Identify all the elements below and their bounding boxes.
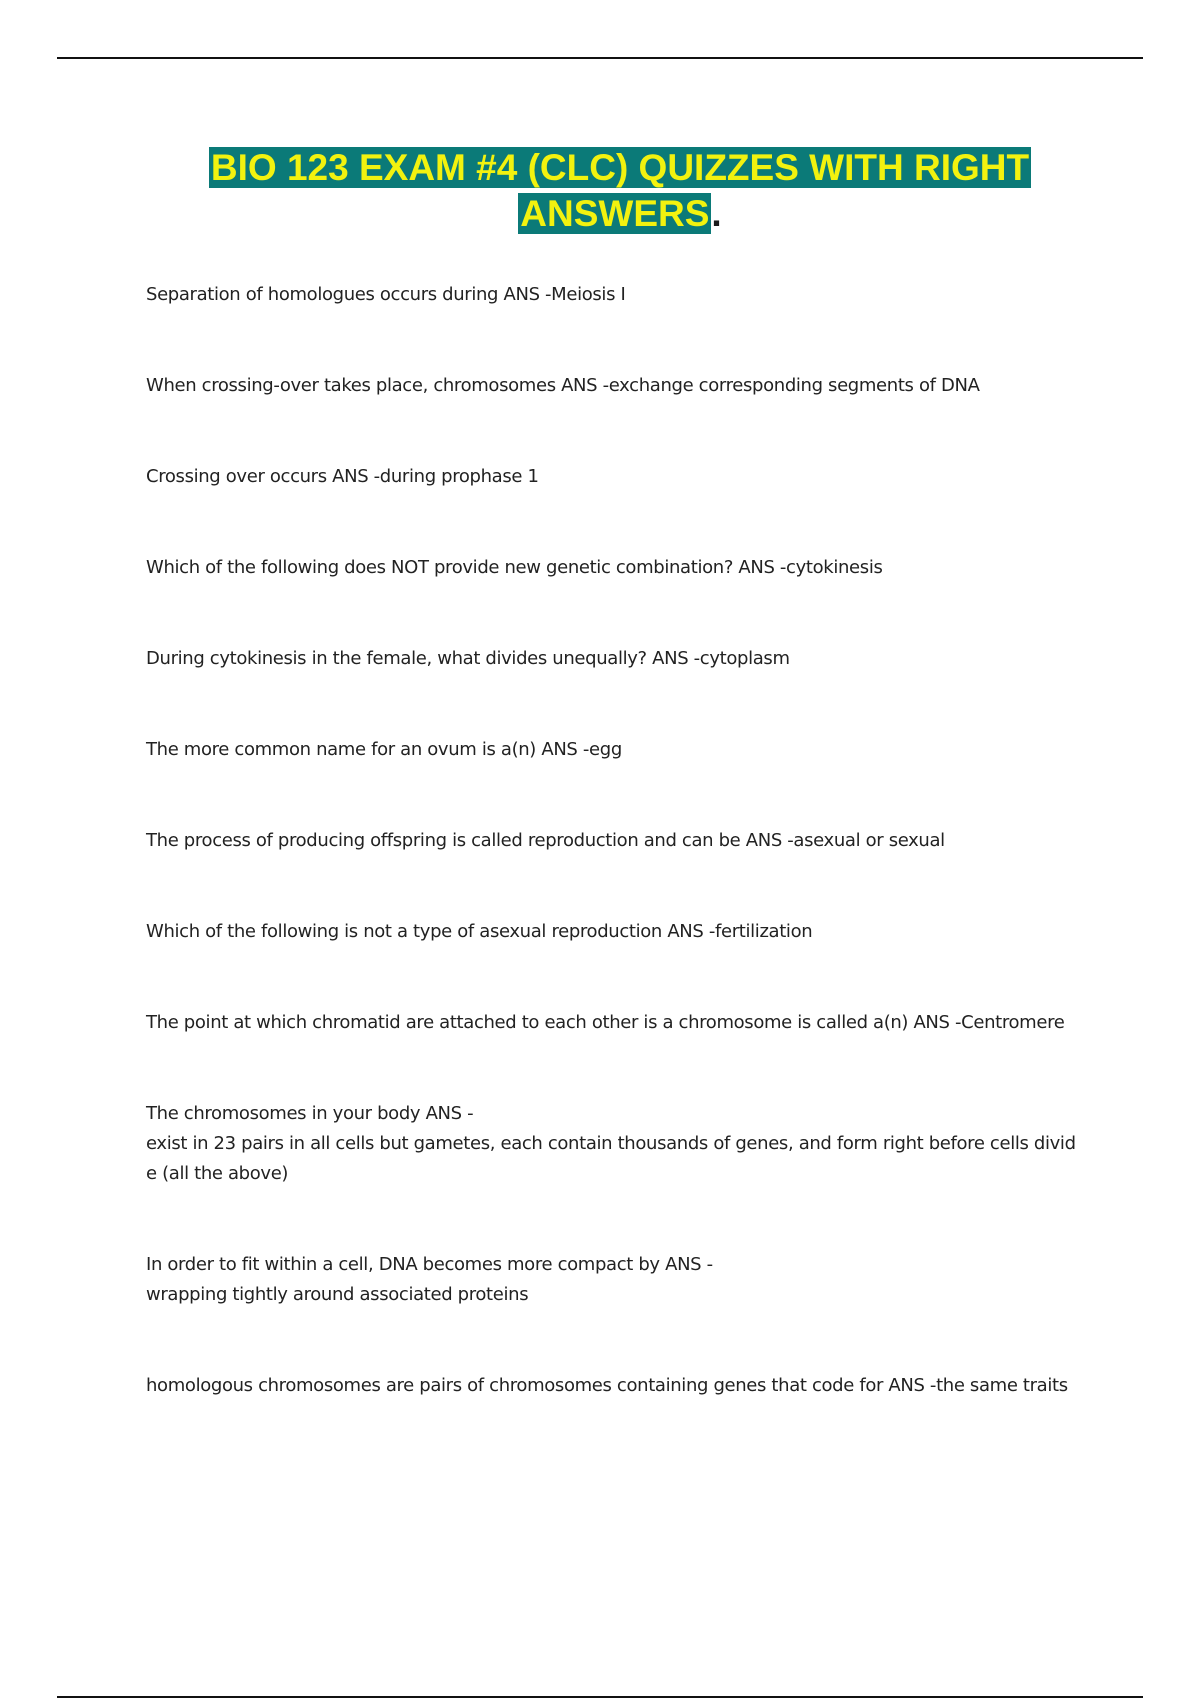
qa-line: Separation of homologues occurs during ANS -Meiosis I <box>146 284 626 305</box>
qa-item-5 <box>146 644 1096 674</box>
title-highlight-line1: BIO 123 EXAM #4 (CLC) QUIZZES WITH RIGHT <box>210 147 1030 188</box>
qa-item-6 <box>146 735 1096 765</box>
bottom-rule <box>57 1696 1143 1698</box>
top-rule <box>57 57 1143 59</box>
qa-line: wrapping tightly around associated proteins <box>146 1284 529 1305</box>
title-highlight-line2: ANSWERS <box>520 193 710 234</box>
qa-line: When crossing-over takes place, chromosomes ANS -exchange corresponding segments of DNA <box>146 375 980 396</box>
qa-item-12 <box>146 1371 1096 1401</box>
qa-line: In order to fit within a cell, DNA becomes more compact by ANS - <box>146 1254 713 1275</box>
qa-line: The process of producing offspring is called reproduction and can be ANS -asexual or sexual <box>146 830 945 851</box>
qa-line: exist in 23 pairs in all cells but gametes, each contain thousands of genes, and form right before cells divid <box>146 1133 1076 1154</box>
qa-item-7 <box>146 826 1096 856</box>
qa-item-9 <box>146 1008 1096 1038</box>
qa-item-3 <box>146 462 1096 492</box>
qa-line: The more common name for an ovum is a(n) ANS -egg <box>146 739 622 760</box>
title-period: . <box>711 193 722 234</box>
qa-item-4 <box>146 553 1096 583</box>
qa-line: Crossing over occurs ANS -during prophase 1 <box>146 466 539 487</box>
qa-item-10 <box>146 1099 1096 1189</box>
qa-line: The chromosomes in your body ANS - <box>146 1103 474 1124</box>
qa-line: Which of the following does NOT provide new genetic combination? ANS -cytokinesis <box>146 557 883 578</box>
qa-line: e (all the above) <box>146 1163 289 1184</box>
qa-item-11 <box>146 1250 1096 1310</box>
qa-line: During cytokinesis in the female, what divides unequally? ANS -cytoplasm <box>146 648 790 669</box>
qa-line: homologous chromosomes are pairs of chromosomes containing genes that code for ANS -the same traits <box>146 1375 1068 1396</box>
document-title <box>150 145 1090 237</box>
qa-item-2 <box>146 371 1096 401</box>
qa-item-8 <box>146 917 1096 947</box>
qa-item-1 <box>146 280 1096 310</box>
qa-line: Which of the following is not a type of asexual reproduction ANS -fertilization <box>146 921 813 942</box>
qa-line: The point at which chromatid are attached to each other is a chromosome is called a(n) ANS -Centromere <box>146 1012 1065 1033</box>
